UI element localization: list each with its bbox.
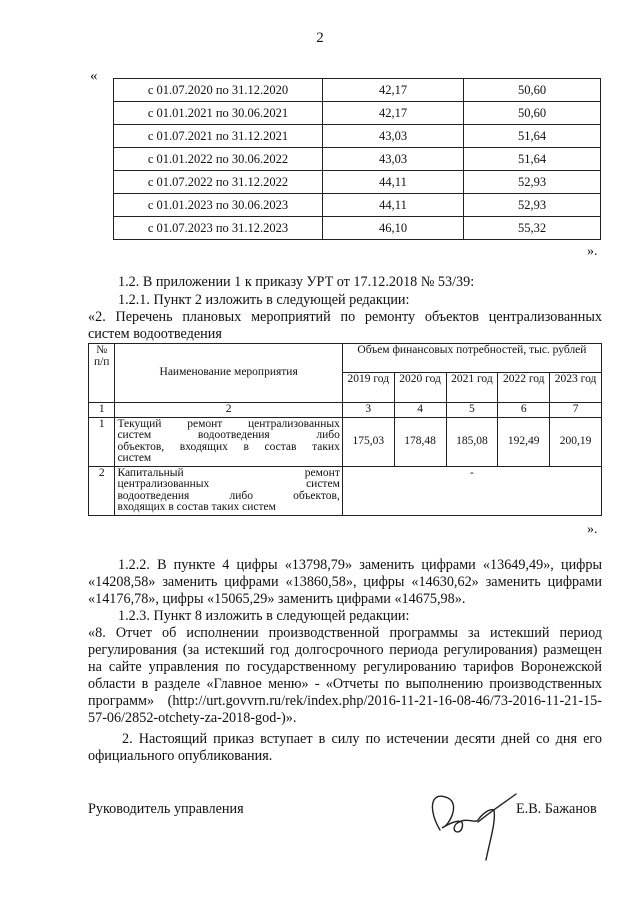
row-1-value-2023: 200,19 bbox=[550, 417, 602, 466]
row-1-name-line-4: систем bbox=[117, 452, 152, 464]
rate-value-1-cell: 42,17 bbox=[323, 79, 464, 102]
column-index-6: 6 bbox=[498, 403, 550, 418]
rate-period-cell: с 01.07.2022 по 31.12.2022 bbox=[114, 171, 323, 194]
quote-close-mark-2: ». bbox=[587, 522, 598, 537]
rates-table bbox=[113, 78, 601, 240]
rates-row bbox=[114, 217, 601, 240]
col-name-header: Наименование мероприятия bbox=[115, 344, 342, 403]
rate-value-1-cell: 43,03 bbox=[323, 125, 464, 148]
year-header-0: 2019 год bbox=[342, 373, 394, 403]
column-index-5: 5 bbox=[446, 403, 498, 418]
row-1-name-line-1: Текущий ремонт централизованных bbox=[117, 417, 340, 430]
row-2-name-line-4: входящих в состав таких систем bbox=[117, 501, 276, 513]
year-header-1: 2020 год bbox=[394, 373, 446, 403]
plan-title: «2. Перечень плановых мероприятий по ремонту объектов централизованных систем водоотведения bbox=[88, 309, 602, 342]
rate-period-cell: с 01.07.2020 по 31.12.2020 bbox=[114, 79, 323, 102]
signatory-name: Е.В. Бажанов bbox=[516, 801, 597, 817]
rate-value-2-cell: 51,64 bbox=[464, 125, 601, 148]
col-number-header: № п/п bbox=[89, 344, 115, 403]
year-header-4: 2023 год bbox=[550, 373, 602, 403]
section-1-2: 1.2. В приложении 1 к приказу УРТ от 17.12.2018 № 53/39: bbox=[118, 274, 475, 290]
rate-period-cell: с 01.07.2023 по 31.12.2023 bbox=[114, 217, 323, 240]
point-8-text: «8. Отчет об исполнении производственной программы за истекший период регулирования (за истекший год долгосрочного периода регулирования) размещен на сайте управления по государственному регулированию тарифов Воронежской области в разделе «Главное меню» - «Отчеты по выполнению производственных программ» (http://urt.govvrn.ru/rek/index.php/2016-11-21-16-08-46/73-2016-11-21-15-57-06/2852-otchety-za-2018-god-)». bbox=[88, 625, 602, 726]
col-finance-header: Объем финансовых потребностей, тыс. рублей bbox=[342, 344, 601, 373]
handwritten-signature bbox=[420, 780, 530, 870]
rate-period-cell: с 01.07.2021 по 31.12.2021 bbox=[114, 125, 323, 148]
rates-row bbox=[114, 148, 601, 171]
year-header-2: 2021 год bbox=[446, 373, 498, 403]
row-2-number: 2 bbox=[89, 466, 115, 515]
row-1-name-line-2: систем водоотведения либо bbox=[117, 429, 340, 441]
row-2-name-line-3: водоотведения либо объектов, bbox=[117, 489, 340, 502]
rate-value-1-cell: 42,17 bbox=[323, 102, 464, 125]
row-2-name-line-1: Капитальный ремонт bbox=[117, 466, 340, 479]
column-index-2: 2 bbox=[115, 403, 342, 418]
rate-value-1-cell: 43,03 bbox=[323, 148, 464, 171]
section-1-2-2: 1.2.2. В пункте 4 цифры «13798,79» заменить цифрами «13649,49», цифры «14208,58» заменить цифрами «13860,58», цифры «14630,62» заменить цифрами «14176,78», цифры «15065,29» заменить цифрами «14675,98». bbox=[88, 557, 602, 607]
rate-value-2-cell: 51,64 bbox=[464, 148, 601, 171]
quote-open-mark: « bbox=[90, 68, 98, 84]
rates-row bbox=[114, 125, 601, 148]
column-index-7: 7 bbox=[550, 403, 602, 418]
rate-value-1-cell: 44,11 bbox=[323, 171, 464, 194]
row-2-values-merged: - bbox=[342, 466, 601, 515]
rate-value-1-cell: 46,10 bbox=[323, 217, 464, 240]
section-1-2-1: 1.2.1. Пункт 2 изложить в следующей редакции: bbox=[118, 292, 410, 308]
plan-table bbox=[88, 343, 602, 516]
row-2-name-line-2: централизованных систем bbox=[117, 478, 340, 490]
rates-row bbox=[114, 79, 601, 102]
row-1-name bbox=[115, 417, 342, 466]
signatory-title: Руководитель управления bbox=[88, 801, 244, 817]
row-1-number: 1 bbox=[89, 417, 115, 466]
row-1-value-2019: 175,03 bbox=[342, 417, 394, 466]
row-2-name bbox=[115, 466, 342, 515]
row-1-value-2021: 185,08 bbox=[446, 417, 498, 466]
rate-period-cell: с 01.01.2023 по 30.06.2023 bbox=[114, 194, 323, 217]
rate-value-2-cell: 52,93 bbox=[464, 194, 601, 217]
row-1-name-line-3: объектов, входящих в состав таких bbox=[117, 440, 340, 453]
rate-value-2-cell: 52,93 bbox=[464, 171, 601, 194]
rates-row bbox=[114, 102, 601, 125]
year-header-3: 2022 год bbox=[498, 373, 550, 403]
section-1-2-3: 1.2.3. Пункт 8 изложить в следующей редакции: bbox=[118, 608, 410, 624]
column-index-3: 3 bbox=[342, 403, 394, 418]
point-2-text: 2. Настоящий приказ вступает в силу по истечении десяти дней со дня его официального опубликования. bbox=[88, 731, 602, 764]
rate-period-cell: с 01.01.2022 по 30.06.2022 bbox=[114, 148, 323, 171]
rate-value-2-cell: 55,32 bbox=[464, 217, 601, 240]
rate-value-2-cell: 50,60 bbox=[464, 102, 601, 125]
page-number: 2 bbox=[316, 30, 324, 46]
quote-close-mark: ». bbox=[587, 244, 598, 259]
rates-row bbox=[114, 194, 601, 217]
rates-row bbox=[114, 171, 601, 194]
row-1-value-2022: 192,49 bbox=[498, 417, 550, 466]
row-1-value-2020: 178,48 bbox=[394, 417, 446, 466]
column-index-4: 4 bbox=[394, 403, 446, 418]
rate-value-1-cell: 44,11 bbox=[323, 194, 464, 217]
rate-value-2-cell: 50,60 bbox=[464, 79, 601, 102]
rate-period-cell: с 01.01.2021 по 30.06.2021 bbox=[114, 102, 323, 125]
column-index-1: 1 bbox=[89, 403, 115, 418]
